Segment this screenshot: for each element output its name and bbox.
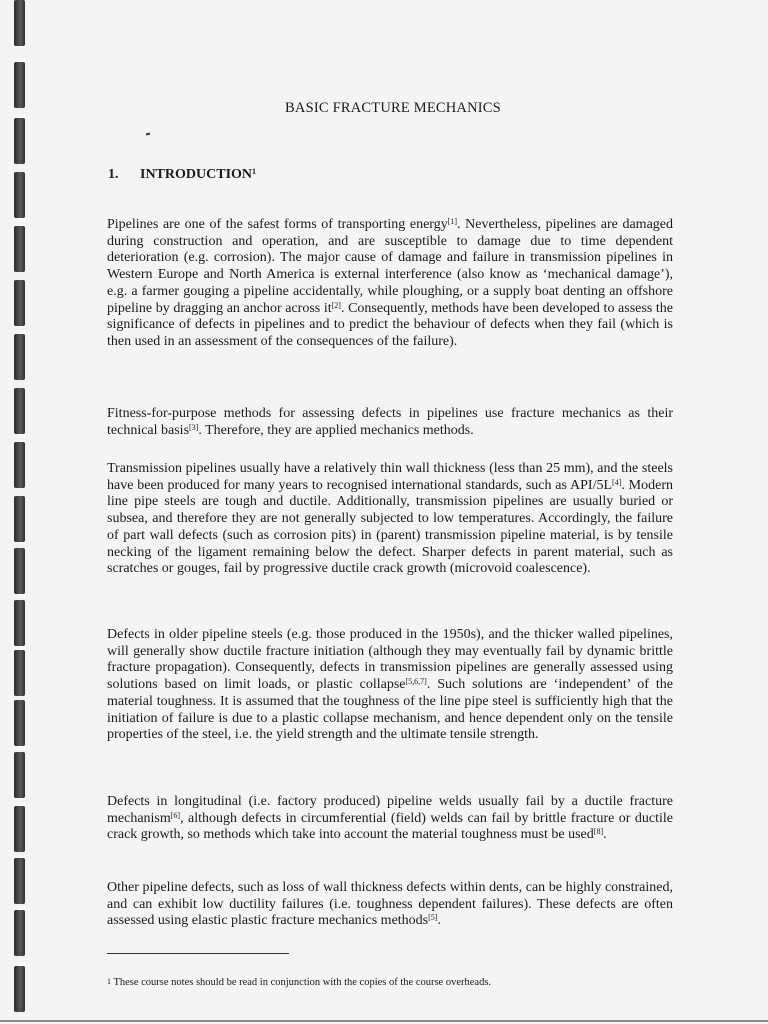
citation-ref: [4] bbox=[612, 477, 622, 487]
page-title: BASIC FRACTURE MECHANICS bbox=[285, 100, 501, 116]
binding-hole bbox=[14, 806, 25, 852]
binding-hole bbox=[14, 650, 25, 696]
paragraph: Other pipeline defects, such as loss of wall thickness defects within dents, can be highly constrained, and can exhibit low ductility failures (i.e. toughness dependent failures). These defects are often assessed using elastic plastic fracture mechanics methods[5]. bbox=[107, 880, 673, 929]
binding-hole bbox=[14, 388, 25, 434]
paragraph: Transmission pipelines usually have a relatively thin wall thickness (less than 25 mm), and the steels have been produced for many years to recognised international standards, such as API/5L[4]. Modern line pipe steels are tough and ductile. Additionally, transmission pipelines are usually buried or subsea, and therefore they are not generally subjected to low temperatures. Accordingly, the failure of part wall defects (such as corrosion pits) in (parent) transmission pipeline material, is by tensile necking of the ligament remaining below the defect. Sharper defects in parent material, such as scratches or gouges, fail by progressive ductile crack growth (microvoid coalescence). bbox=[107, 461, 674, 577]
footnote-rule bbox=[107, 953, 289, 954]
page-edge bbox=[0, 1020, 768, 1022]
citation-ref: [5] bbox=[428, 913, 438, 923]
footnote-mark: 1 bbox=[107, 977, 111, 986]
binding-hole bbox=[14, 548, 25, 594]
ring-binding bbox=[14, 0, 28, 1024]
binding-hole bbox=[14, 752, 25, 798]
paragraph: Defects in older pipeline steels (e.g. those produced in the 1950s), and the thicker walled pipelines, will generally show ductile fracture initiation (although they may eventually fail by dynamic brittle fracture propagation). Consequently, defects in transmission pipelines are generally assessed using solutions based on limit loads, or plastic collapse[5,6,7]. Such solutions are ‘independent’ of the material toughness. It is assumed that the toughness of the line pipe steel is sufficiently high that the initiation of failure is due to a plastic collapse mechanism, and hence dependent only on the tensile properties of the steel, i.e. the yield strength and the ultimate tensile strength. bbox=[107, 627, 673, 743]
section-title: INTRODUCTION bbox=[140, 167, 253, 182]
section-number: 1. bbox=[108, 167, 119, 182]
scan-speck bbox=[146, 133, 150, 136]
binding-hole bbox=[14, 600, 25, 646]
binding-hole bbox=[14, 280, 25, 326]
citation-ref: [2] bbox=[331, 300, 341, 310]
section-heading bbox=[108, 167, 256, 183]
footnote-marker: 1 bbox=[252, 167, 257, 176]
citation-ref: [8] bbox=[593, 827, 604, 837]
citation-ref: [1] bbox=[447, 217, 458, 226]
paragraph: Pipelines are one of the safest forms of transporting energy[1]. Nevertheless, pipelines are damaged during construction and operation, and are susceptible to damage due to time dependent deterioration (e.g. corrosion). The major cause of damage and failure in transmission pipelines in Western Europe and North America is external interference (also know as ‘mechanical damage’), e.g. a farmer gouging a pipeline accidentally, while ploughing, or a supply boat denting an offshore pipeline by dragging an anchor across it[2]. Consequently, methods have been developed to assess the significance of defects in pipelines and to predict the behaviour of defects when they fail (which is then used in an assessment of the consequences of the failure). bbox=[107, 217, 673, 349]
binding-hole bbox=[14, 858, 25, 904]
binding-hole bbox=[14, 118, 25, 164]
binding-hole bbox=[14, 496, 25, 542]
binding-hole bbox=[14, 0, 25, 46]
binding-hole bbox=[14, 334, 25, 380]
paragraph: Fitness-for-purpose methods for assessing defects in pipelines use fracture mechanics as their technical basis[3]. Therefore, they are applied mechanics methods. bbox=[107, 406, 673, 438]
citation-ref: [5,6,7] bbox=[405, 677, 427, 687]
footnote bbox=[107, 977, 491, 988]
citation-ref: [3] bbox=[189, 422, 199, 432]
binding-hole bbox=[14, 172, 25, 218]
footnote-text: These course notes should be read in conjunction with the copies of the course overheads. bbox=[113, 977, 492, 988]
binding-hole bbox=[14, 700, 25, 746]
binding-hole bbox=[14, 442, 25, 488]
binding-hole bbox=[14, 910, 25, 956]
binding-hole bbox=[14, 966, 25, 1012]
citation-ref: [6] bbox=[170, 810, 181, 820]
paragraph: Defects in longitudinal (i.e. factory produced) pipeline welds usually fail by a ductile fracture mechanism[6], although defects in circumferential (field) welds can fail by brittle fracture or ductile crack growth, so methods which take into account the material toughness must be used[8]. bbox=[107, 794, 673, 843]
binding-hole bbox=[14, 226, 25, 272]
